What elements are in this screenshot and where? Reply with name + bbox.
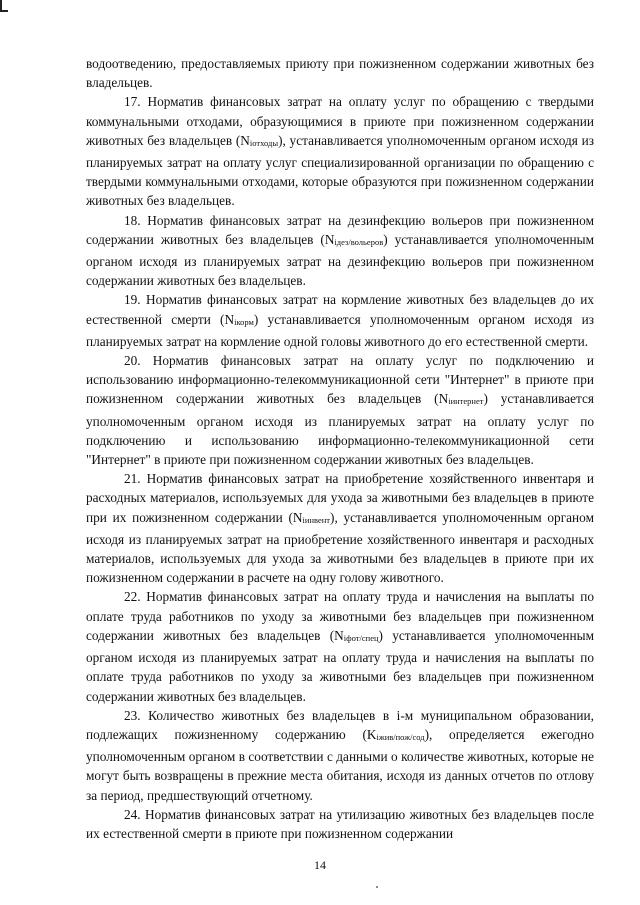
paragraph-text: ) устанавливается уполномоченным органом исходя из планируемых затрат на дезинфекцию вольеров при пожизненном содержании животных без владельцев. (86, 231, 594, 289)
paragraph-p17 (86, 92, 594, 210)
page-number: 14 (314, 858, 326, 872)
paragraph-p19 (86, 290, 594, 351)
scan-dot (376, 886, 378, 888)
paragraph-text: 17. Норматив финансовых затрат на оплату услуг по обращению с твердыми коммунальными отходами, образующимися в приюте при пожизненном содержании животных без владельцев (N (86, 94, 594, 148)
paragraph-text: 20. Норматив финансовых затрат на оплату услуг по подключению и использованию информационно-телекоммуникационной сети "Интернет" в приюте при пожизненном содержании животных без владельцев (N (86, 353, 594, 407)
subscript-index: iкорм (234, 316, 254, 327)
document-body (86, 54, 594, 843)
paragraph-text: 21. Норматив финансовых затрат на приобретение хозяйственного инвентаря и расходных материалов, используемых для ухода за животными без владельцев в приюте при их пожизненном содержании (N (86, 471, 594, 525)
paragraph-text: ) устанавливается уполномоченным органом исходя из планируемых затрат на оплату труда и начисления на выплаты по оплате труда работников по уходу за животными без владельцев при пожизненном содержании животных без владельцев. (86, 627, 595, 704)
paragraph-p18 (86, 211, 594, 291)
subscript-index: iинвент (302, 514, 331, 525)
paragraph-text: 23. Количество животных без владельцев в i-м муниципальном образовании, подлежащих пожизненному содержанию (K (86, 707, 594, 742)
subscript-index: iинтернет (448, 396, 484, 407)
paragraph-text: 18. Норматив финансовых затрат на дезинфекцию вольеров при пожизненном содержании животных без владельцев (N (86, 212, 594, 247)
paragraph-text: 19. Норматив финансовых затрат на кормление животных без владельцев до их естественной смерти (N (86, 292, 594, 327)
subscript-index: iотходы (249, 137, 279, 148)
paragraph-p24 (86, 805, 594, 843)
paragraph-p20 (86, 351, 594, 469)
paragraph-p23 (86, 706, 594, 805)
paragraph-text: ) устанавливается уполномоченным органом исходя из планируемых затрат на оплату услуг по подключению и использованию информационно-телекоммуникационной сети "Интернет" в приюте при пожизненном содержании животных без владельцев. (86, 391, 594, 468)
paragraph-p22 (86, 587, 594, 705)
subscript-index: iдез/вольеров (334, 236, 384, 247)
paragraph-text: ), устанавливается уполномоченным органом исходя из планируемых затрат на оплату услуг специализированной организации по обращению с твердыми коммунальными отходами, которые образуются при пожизненном содержании животных без владельцев. (86, 132, 594, 209)
paragraph-text: водоотведению, предоставляемых приюту при пожизненном содержании животных без владельцев. (86, 56, 594, 91)
scan-corner-mark (0, 0, 8, 12)
paragraph-text: 24. Норматив финансовых затрат на утилизацию животных без владельцев после их естественной смерти в приюте при пожизненном содержании (86, 806, 594, 841)
paragraph-text: ) устанавливается уполномоченным органом исходя из планируемых затрат на кормление одной головы животного до его естественной смерти. (86, 311, 594, 349)
paragraph-p16-cont (86, 54, 594, 92)
paragraph-text: ), устанавливается уполномоченным органом исходя из планируемых затрат на приобретение хозяйственного инвентаря и расходных материалов, используемых для ухода за животными без владельцев в приюте при их пожизненном содержании в расчете на одну голову животного. (86, 509, 594, 586)
paragraph-text: ), определяется ежегодно уполномоченным органом в соответствии с данными о количестве животных, которые не могут быть возвращены в прежние места обитания, исходя из данных отчетов по отлову за период, предшествующий отчетному. (86, 726, 594, 803)
subscript-index: iфот/спец (343, 632, 379, 643)
subscript-index: iжив/пож/сод (376, 731, 425, 742)
paragraph-text: 22. Норматив финансовых затрат на оплату труда и начисления на выплаты по оплате труда работников по уходу за животными без владельцев при пожизненном содержании животных без владельцев (N (86, 589, 594, 643)
paragraph-p21 (86, 469, 594, 587)
